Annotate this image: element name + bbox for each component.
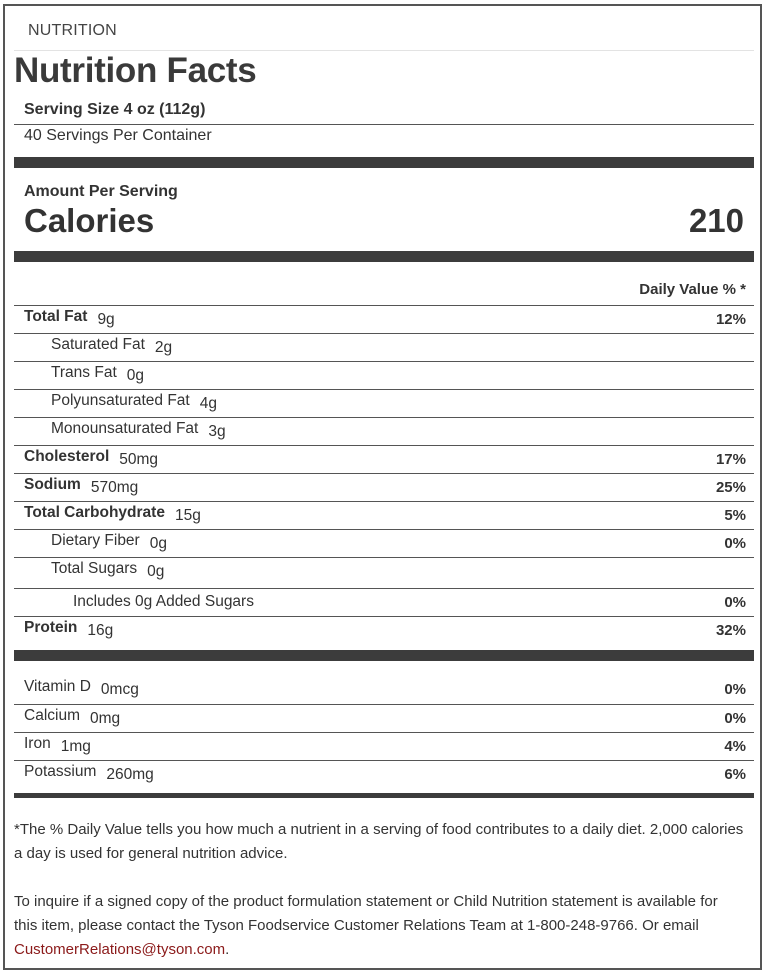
nutrient-name: Sodium 570mg [24, 476, 139, 496]
nutrient-amount: 2g [154, 339, 173, 356]
vitamin-dv: 6% [724, 766, 746, 783]
vitamin-amount: 260mg [106, 766, 154, 783]
vitamin-dv: 4% [724, 738, 746, 755]
nutrient-row-protein [14, 616, 754, 645]
daily-value-header: Daily Value % * [639, 281, 746, 298]
nutrient-row-dietary-fiber [14, 529, 754, 558]
nutrient-amount: 0g [149, 535, 167, 552]
nutrient-name: Monounsaturated Fat 3g [51, 420, 226, 440]
nutrient-amount: 15g [174, 507, 201, 524]
nutrient-dv: 0% [724, 594, 746, 611]
nutrient-dv: 32% [715, 622, 746, 639]
nutrient-dv: 12% [715, 311, 746, 328]
bottom-divider [14, 793, 754, 798]
nutrient-name: Dietary Fiber 0g [51, 532, 167, 552]
nutrient-name: Protein 16g [24, 619, 114, 639]
nutrient-amount: 570mg [90, 479, 139, 496]
vitamin-name: Vitamin D 0mcg [24, 678, 139, 698]
vitamin-name: Iron 1mg [24, 735, 91, 755]
nutrient-dv: 5% [724, 507, 746, 524]
vitamin-row-iron [14, 732, 754, 761]
nutrient-name: Total Fat 9g [24, 308, 115, 328]
nutrient-amount: 4g [199, 395, 217, 412]
vitamin-dv: 0% [724, 681, 746, 698]
nutrient-row-total-carbohydrate [14, 501, 754, 530]
nutrient-name: Saturated Fat 2g [51, 336, 173, 356]
daily-value-footnote: *The % Daily Value tells you how much a nutrient in a serving of food contributes to a daily diet. 2,000 calories a day is used for general nutrition advice. [14, 821, 744, 862]
nutrient-dv: 17% [715, 451, 746, 468]
vitamin-name: Potassium 260mg [24, 763, 154, 783]
inquiry-text: To inquire if a signed copy of the product formulation statement or Child Nutrition statement is available for this item, please contact the Tyson Foodservice Customer Relations Team at 1-800-248-9766. Or email CustomerRelations@tyson.com. [14, 893, 718, 958]
nutrient-name: Trans Fat 0g [51, 364, 144, 384]
section-label: NUTRITION [28, 22, 117, 39]
nutrient-row-trans-fat [14, 361, 754, 390]
thick-divider [14, 251, 754, 262]
nutrition-facts-title: Nutrition Facts [14, 51, 257, 90]
email-link[interactable]: CustomerRelations@tyson.com [14, 941, 226, 958]
nutrient-row-total-fat [14, 305, 754, 334]
nutrient-amount: 0g [126, 367, 144, 384]
nutrient-name: Polyunsaturated Fat 4g [51, 392, 217, 412]
nutrient-name: Cholesterol 50mg [24, 448, 159, 468]
nutrient-row-polyunsaturated-fat [14, 389, 754, 418]
vitamin-dv: 0% [724, 710, 746, 727]
vitamin-amount: 0mcg [100, 681, 139, 698]
nutrient-name: Total Sugars 0g [51, 560, 165, 580]
nutrient-name: Total Carbohydrate 15g [24, 504, 201, 524]
vitamin-row-vitamin-d [14, 676, 754, 704]
nutrient-amount: 50mg [119, 451, 159, 468]
nutrient-dv: 0% [724, 535, 746, 552]
thick-divider [14, 157, 754, 168]
vitamin-row-calcium [14, 704, 754, 733]
nutrient-row-sodium [14, 473, 754, 502]
nutrient-name: Includes 0g Added Sugars [73, 593, 254, 610]
amount-per-serving: Amount Per Serving [24, 183, 178, 200]
thick-divider [14, 650, 754, 661]
vitamin-amount: 1mg [60, 738, 91, 755]
nutrient-row-added-sugars [14, 588, 754, 617]
nutrient-row-total-sugars [14, 557, 754, 589]
calories-label: Calories [24, 202, 155, 239]
nutrient-amount: 0g [147, 563, 165, 580]
nutrient-row-cholesterol [14, 445, 754, 474]
serving-size: Serving Size 4 oz (112g) [24, 101, 206, 118]
divider [14, 124, 754, 125]
nutrient-amount: 3g [208, 423, 226, 440]
servings-per-container: 40 Servings Per Container [24, 127, 212, 144]
nutrient-amount: 16g [87, 622, 114, 639]
vitamin-amount: 0mg [89, 710, 121, 727]
calories-value: 210 [688, 202, 744, 239]
nutrient-dv: 25% [715, 479, 746, 496]
nutrient-row-saturated-fat [14, 333, 754, 362]
nutrient-row-monounsaturated-fat [14, 417, 754, 446]
nutrient-amount: 9g [97, 311, 115, 328]
vitamin-name: Calcium 0mg [24, 707, 121, 727]
vitamin-row-potassium [14, 760, 754, 789]
